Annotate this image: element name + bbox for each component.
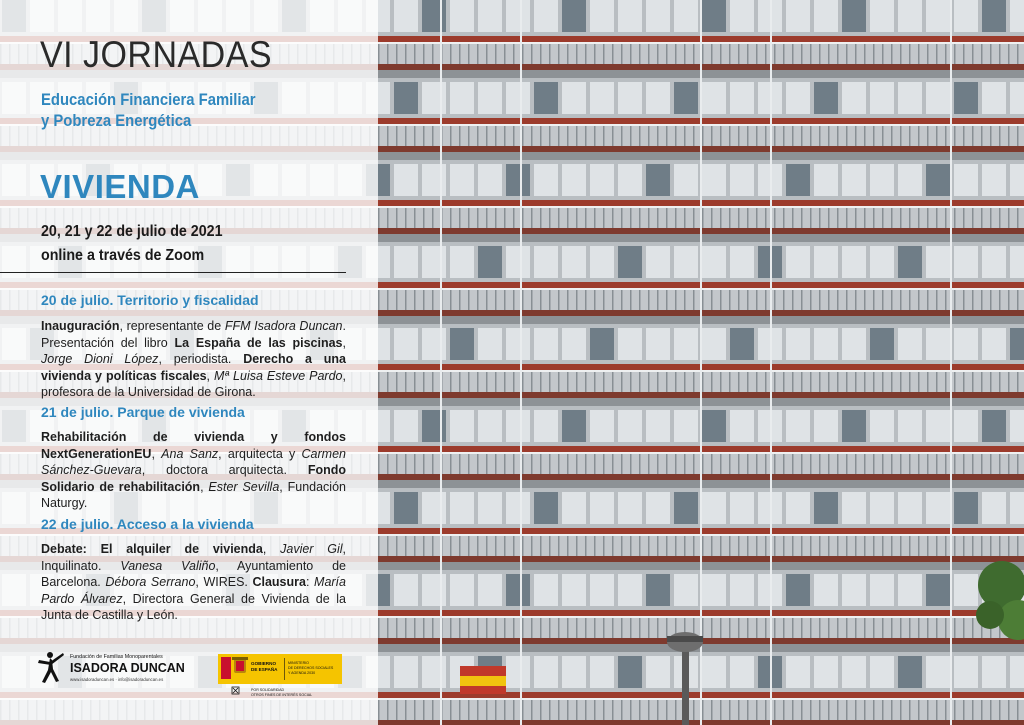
vertical-cable (700, 0, 702, 725)
day2-heading: 21 de julio. Parque de vivienda (41, 404, 245, 420)
day1-b2: La España de las piscinas (174, 335, 343, 350)
day3-program (41, 541, 346, 624)
event-venue: online a través de Zoom (41, 247, 205, 264)
vertical-cable (770, 0, 772, 725)
min-line-1: MINISTERIO (288, 661, 309, 665)
event-title: VI JORNADAS (40, 34, 273, 75)
day3-i2: Vanesa Valiño (120, 558, 216, 573)
day1-t6: , profesora de la Universidad de Girona. (41, 368, 346, 400)
ffm-name-text: ISADORA DUNCAN (70, 661, 185, 675)
day1-t4: , periodista. (158, 352, 244, 367)
day3-b2: Clausura (252, 575, 306, 590)
day2-b2: Fondo Solidario de rehabilitación (41, 463, 346, 494)
vertical-cable (950, 0, 952, 725)
day3-b1: Debate: El alquiler de vivienda (41, 542, 263, 556)
day1-heading: 20 de julio. Territorio y fiscalidad (41, 292, 259, 308)
dancer-icon (38, 652, 64, 683)
day3-i4: María Pardo Álvarez (41, 575, 346, 606)
day3-i1: Javier Gil (280, 542, 343, 556)
day2-i1: Ana Sanz (161, 446, 219, 461)
day2-i3: Ester Sevilla (208, 479, 280, 494)
ffm-small-text: Fundación de Familias Monoparentales (70, 654, 163, 660)
min-line-3: Y AGENDA 2030 (288, 671, 316, 675)
day3-t4: , WIRES. (195, 575, 253, 590)
min-line-2: DE DERECHOS SOCIALES (288, 666, 334, 670)
day1-b1: Inauguración (41, 319, 120, 333)
vertical-cable (520, 0, 522, 725)
divider (0, 272, 346, 273)
day2-t3: , doctora arquitecta. (141, 463, 308, 478)
checkbox-x-icon (232, 687, 239, 694)
vertical-cable (440, 0, 442, 725)
day3-i3: Débora Serrano (105, 575, 196, 590)
day3-t3: , Ayuntamiento de Barcelona. (41, 558, 347, 590)
day3-heading: 22 de julio. Acceso a la vivienda (41, 516, 254, 532)
day1-t3: , (342, 335, 346, 350)
day2-b1: Rehabilitación de vivienda y fondos NextGenerationEU (41, 430, 346, 461)
day2-t4: , (200, 479, 209, 494)
gobierno-espana-logo (218, 654, 342, 700)
subtitle-line-2: y Pobreza Energética (41, 112, 192, 130)
day2-t1: , (151, 446, 162, 461)
event-theme: VIVIENDA (40, 168, 200, 205)
day1-b3: Derecho a una vivienda y políticas fiscales (41, 352, 347, 383)
day1-t5: , (206, 368, 215, 383)
day1-i3: Mª Luisa Esteve Pardo (214, 368, 343, 383)
day1-t1: , representante de (119, 319, 225, 333)
day2-program (41, 429, 346, 512)
event-dates-block (41, 220, 223, 268)
day2-t2: , arquitecta y (218, 446, 302, 461)
event-dates: 20, 21 y 22 de julio de 2021 (41, 223, 223, 240)
gov-line-2: DE ESPAÑA (251, 667, 278, 672)
day3-t2: , Inquilinato. (41, 542, 347, 573)
day3-t5: : (305, 575, 315, 590)
day3-t1: , (262, 542, 281, 556)
subtitle-line-1: Educación Financiera Familiar (41, 91, 256, 109)
day2-t5: , Fundación Naturgy. (41, 479, 346, 511)
day2-i2: Carmen Sánchez-Guevara (41, 446, 346, 478)
info-panel (0, 0, 378, 725)
day1-i1: FFM Isadora Duncan (224, 319, 343, 333)
event-subtitle (41, 90, 311, 132)
gov-line-1: GOBIERNO (251, 661, 277, 666)
day1-t2: . Presentación del libro (41, 319, 346, 350)
ffm-web-text: www.isadoraduncan.es · info@isadoraduncan.es (70, 677, 164, 682)
sol-line-1: POR SOLIDARIDAD (251, 688, 285, 692)
isadora-duncan-logo (36, 648, 196, 690)
day3-t6: , Directora General de Vivienda de la Junta de Castilla y León. (41, 591, 347, 623)
day1-program (41, 318, 346, 401)
day1-i2: Jorge Dioni López (41, 352, 159, 367)
sol-line-2: OTROS FINES DE INTERÉS SOCIAL (251, 693, 313, 697)
spanish-flag-balcony (460, 666, 506, 694)
